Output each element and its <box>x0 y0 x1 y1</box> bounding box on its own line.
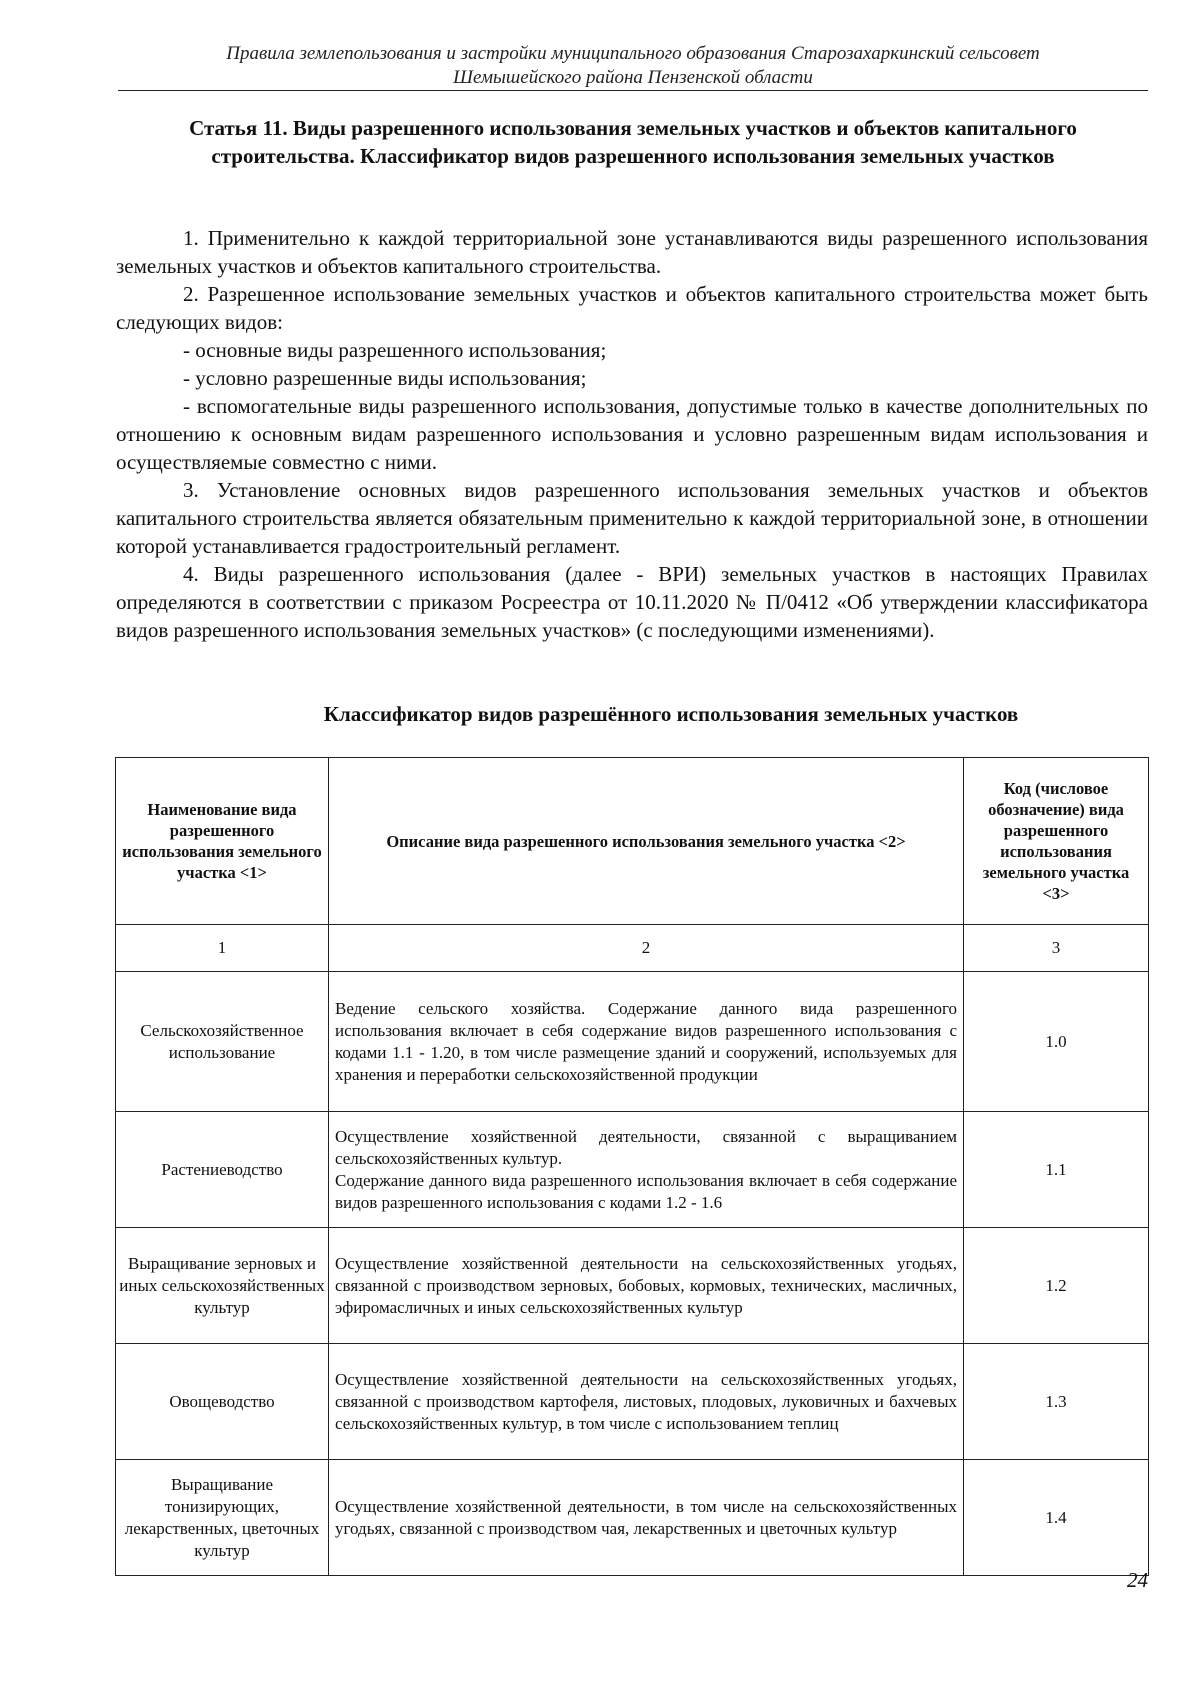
column-number: 2 <box>329 925 964 972</box>
paragraph-2: 2. Разрешенное использование земельных участков и объектов капитального строительства может быть следующих видов: <box>116 282 1148 334</box>
row-name: Растениеводство <box>116 1112 329 1228</box>
header-divider <box>118 90 1148 91</box>
paragraph-3: 3. Установление основных видов разрешенного использования земельных участков и объектов капитального строительства является обязательным применительно к каждой территориальной зоне, в отношении которой устанавливается градостроительный регламент. <box>116 478 1148 558</box>
header-cell-code: Код (числовое обозначение) вида разрешенного использования земельного участка <3> <box>964 758 1149 925</box>
classifier-table <box>115 757 1149 1576</box>
column-number: 1 <box>116 925 329 972</box>
row-code: 1.0 <box>964 972 1149 1112</box>
row-description-part-1: Осуществление хозяйственной деятельности, связанной с выращиванием сельскохозяйственных культур. <box>335 1126 957 1168</box>
table-row <box>116 1228 1149 1344</box>
row-description: Ведение сельского хозяйства. Содержание данного вида разрешенного использования включает в себя содержание видов разрешенного использования с кодами 1.1 - 1.20, в том числе размещение зданий и сооружений, используемых для хранения и переработки сельскохозяйственной продукции <box>329 972 964 1112</box>
row-name: Выращивание тонизирующих, лекарственных, цветочных культур <box>116 1460 329 1576</box>
row-description: Осуществление хозяйственной деятельности, в том числе на сельскохозяйственных угодьях, связанной с производством чая, лекарственных и цветочных культур <box>329 1460 964 1576</box>
paragraph-4: 4. Виды разрешенного использования (далее - ВРИ) земельных участков в настоящих Правилах определяются в соответствии с приказом Росреестра от 10.11.2020 № П/0412 «Об утверждении классификатора видов разрешенного использования земельных участков» (с последующими изменениями). <box>116 562 1148 642</box>
running-header-line-2: Шемышейского района Пензенской области <box>453 67 813 88</box>
list-item-main-uses: - основные виды разрешенного использования; <box>183 338 607 362</box>
row-name: Сельскохозяйственное использование <box>116 972 329 1112</box>
table-row <box>116 972 1149 1112</box>
row-code: 1.1 <box>964 1112 1149 1228</box>
article-body <box>116 224 1148 644</box>
page-number: 24 <box>1127 1568 1148 1592</box>
row-description: Осуществление хозяйственной деятельности на сельскохозяйственных угодьях, связанной с производством картофеля, листовых, плодовых, луковичных и бахчевых сельскохозяйственных культур, в том числе с использованием теплиц <box>329 1344 964 1460</box>
column-number-row <box>116 925 1149 972</box>
header-cell-name: Наименование вида разрешенного использования земельного участка <1> <box>116 758 329 925</box>
column-number: 3 <box>964 925 1149 972</box>
list-item-conditional-uses: - условно разрешенные виды использования; <box>183 366 587 390</box>
table-row <box>116 1460 1149 1576</box>
table-title: Классификатор видов разрешённого использования земельных участков <box>323 702 1019 726</box>
article-title: Статья 11. Виды разрешенного использования земельных участков и объектов капитального строительства. Классификатор видов разрешенного использования земельных участков <box>189 116 1077 168</box>
table-row <box>116 1344 1149 1460</box>
row-name: Выращивание зерновых и иных сельскохозяйственных культур <box>116 1228 329 1344</box>
header-cell-description: Описание вида разрешенного использования земельного участка <2> <box>329 758 964 925</box>
table-header-row <box>116 758 1149 925</box>
row-code: 1.4 <box>964 1460 1149 1576</box>
row-code: 1.2 <box>964 1228 1149 1344</box>
row-description <box>329 1112 964 1228</box>
row-description-part-2: Содержание данного вида разрешенного использования включает в себя содержание видов разрешенного использования с кодами 1.2 - 1.6 <box>335 1170 957 1212</box>
paragraph-1: 1. Применительно к каждой территориальной зоне устанавливаются виды разрешенного использования земельных участков и объектов капитального строительства. <box>116 226 1148 278</box>
running-header <box>118 42 1148 90</box>
row-name: Овощеводство <box>116 1344 329 1460</box>
list-item-auxiliary-uses: - вспомогательные виды разрешенного использования, допустимые только в качестве дополнительных по отношению к основным видам разрешенного использования и условно разрешенным видам использования и осуществляемые совместно с ними. <box>116 394 1148 474</box>
row-description: Осуществление хозяйственной деятельности на сельскохозяйственных угодьях, связанной с производством зерновых, бобовых, кормовых, технических, масличных, эфиромасличных и иных сельскохозяйственных культур <box>329 1228 964 1344</box>
table-row <box>116 1112 1149 1228</box>
row-code: 1.3 <box>964 1344 1149 1460</box>
running-header-line-1: Правила землепользования и застройки муниципального образования Старозахаркинский сельсовет <box>226 43 1040 64</box>
